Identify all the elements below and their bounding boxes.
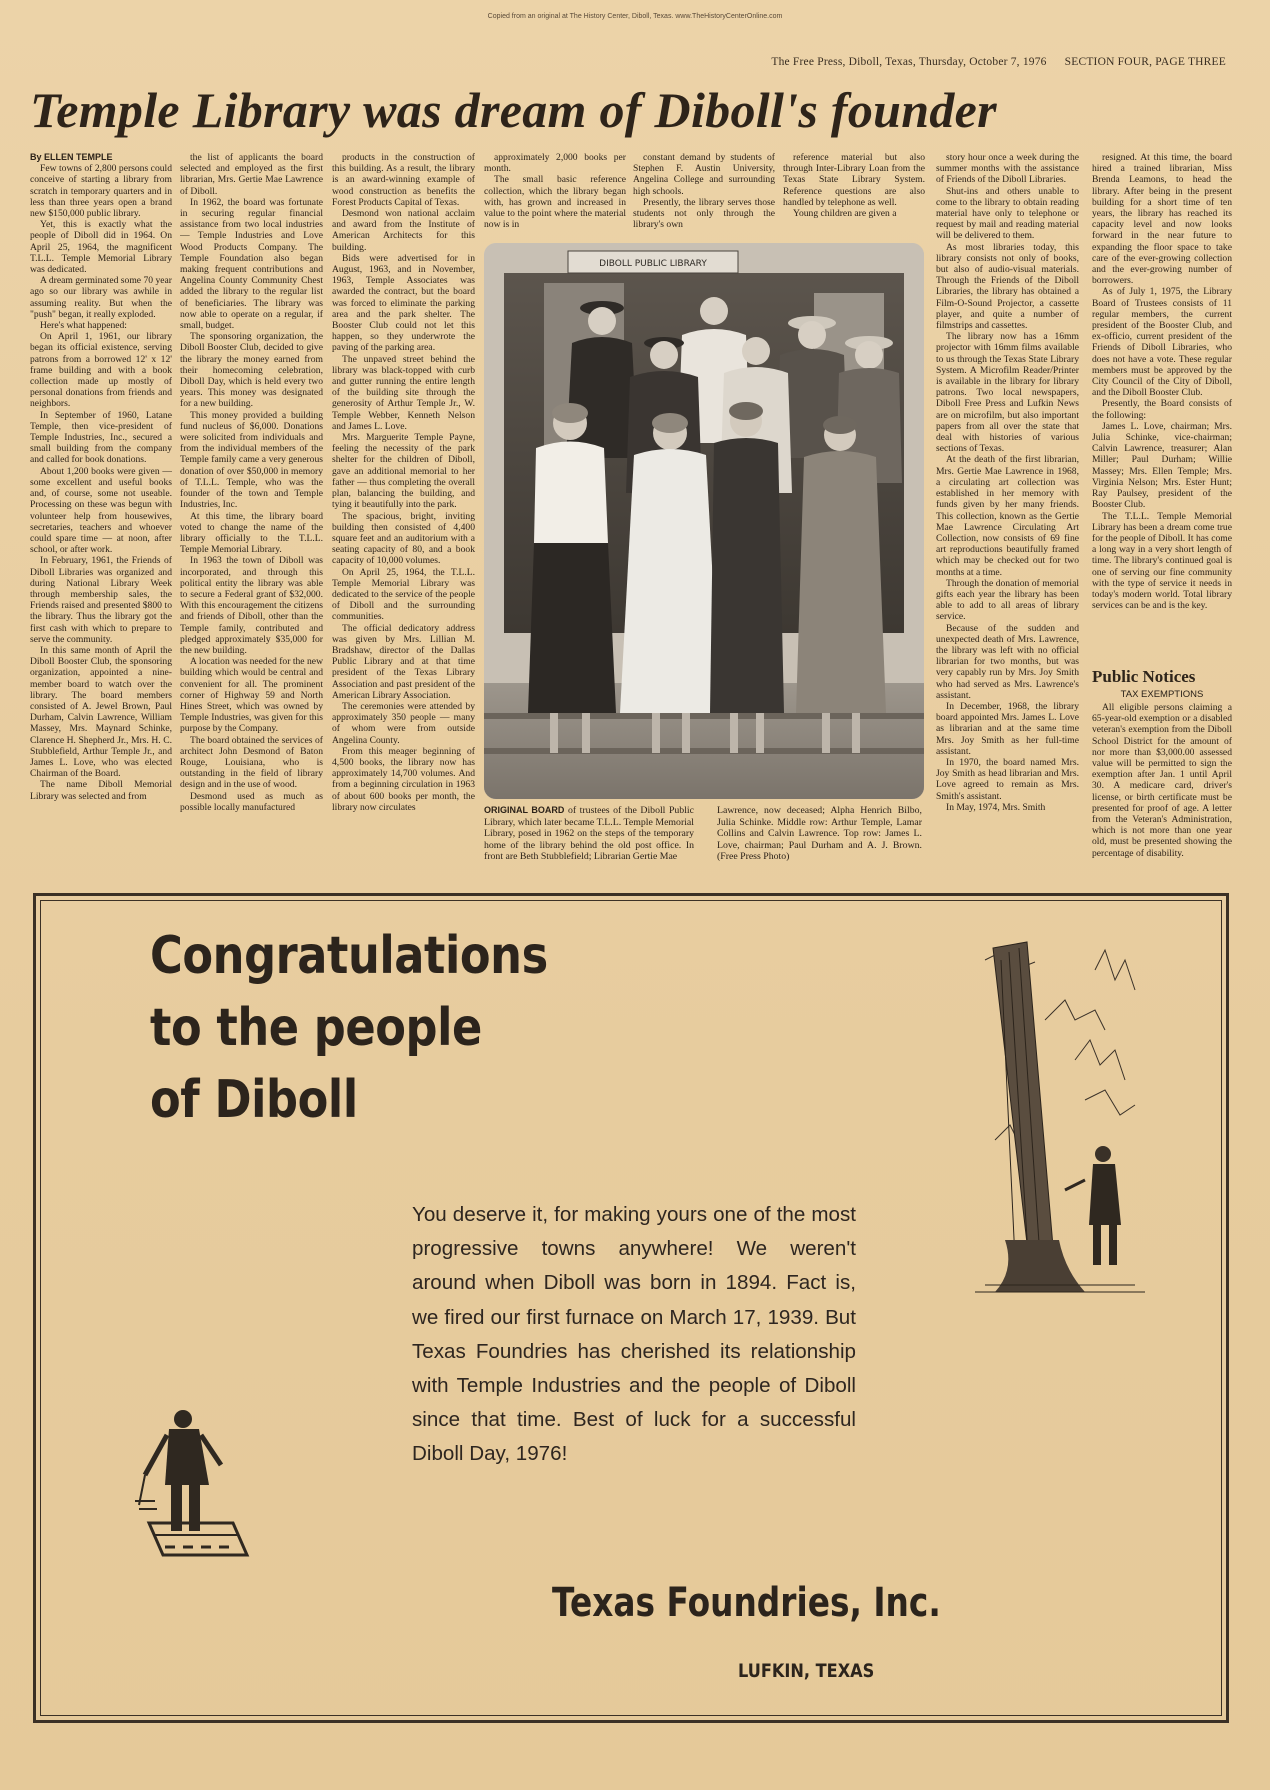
article-paragraph: Young children are given a bbox=[793, 208, 897, 220]
page-folio bbox=[771, 56, 1226, 68]
article-paragraph: This money provided a building fund nucleus of $6,000. Donations were solicited from individuals and from the individual members of the Temple family came a very generous donation of over $50,000 in memory of T.L.L. Temple, who was the founder of the town and Temple Industries, Inc. bbox=[180, 409, 323, 511]
article-paragraph: the list of applicants the board selected and employed as the first librarian, Mrs. Gertie Mae Lawrence of Diboll. bbox=[180, 152, 323, 197]
article-column-1 bbox=[30, 152, 172, 898]
article-column-3 bbox=[332, 152, 475, 898]
ad-headline-line-3: of Diboll bbox=[150, 1070, 358, 1130]
ad-company-name: Texas Foundries, Inc. bbox=[552, 1580, 941, 1626]
article-paragraph: Shut-ins and others unable to come to the library to obtain reading material have only to telephone or request by mail and reading material will be delivered to them. bbox=[936, 185, 1079, 242]
article-paragraph: A dream germinated some 70 year ago so our library was awhile in assuming reality. But when the "push" began, it really exploded. bbox=[30, 275, 172, 320]
article-paragraph: About 1,200 books were given — some excellent and useful books and, of course, some not useable. Processing on these was begun with volunteer help from housewives, secretaries, teachers and whoever could spare time — at noon, after school, or after work. bbox=[30, 465, 172, 556]
article-paragraph: In December, 1968, the library board appointed Mrs. James L. Love as librarian and at the same time Mrs. Joy Smith as her full-time assistant. bbox=[936, 700, 1079, 757]
photo-caption-left bbox=[484, 805, 694, 863]
article-paragraph: In 1963 the town of Diboll was incorporated, and through this political entity the library was able to secure a Federal grant of $32,000. With this encouragement the citizens and friends of Diboll, other than the Temple family, contributed and pledged approximately $35,000 for the new building. bbox=[180, 555, 323, 656]
article-column-4 bbox=[484, 152, 626, 240]
article-paragraph: At this time, the library board voted to change the name of the library officially to the T.L.L. Temple Memorial Library. bbox=[180, 510, 323, 556]
ad-headline bbox=[150, 920, 597, 1136]
ad-headline-line-1: Congratulations bbox=[150, 926, 548, 986]
article-paragraph: Because of the sudden and unexpected death of Mrs. Lawrence, the library was left with no official librarian for two months, but was very capably run by Mrs. Joy Smith who had served as Mrs. Lawrence's assistant. bbox=[936, 622, 1079, 701]
article-paragraph: In September of 1960, Latane Temple, then vice-president of Temple Industries, Inc., secured a small building from the company and called for book donations. bbox=[30, 409, 172, 466]
article-column-7 bbox=[936, 152, 1079, 898]
article-paragraph: The sponsoring organization, the Diboll Booster Club, decided to give the library the money earned from their homecoming celebration, Diboll Day, which is held every two years. This money was designated for a new building. bbox=[180, 331, 323, 410]
article-paragraph: Presently, the library serves those students not only through the library's own bbox=[633, 196, 775, 231]
tax-exemptions-text: All eligible persons claiming a 65-year-old exemption or a disabled veteran's exemption from the Diboll School District for the amount of nor more than $3,000.00 assessed value will be permitted to sign the exemption after Jan. 1 until April 30. A medicare card, driver's license, or birth certificate must be presented for proof of age. A letter from the Veteran's Administration, which is not more than one year old, must be presented showing the percentage of disability. bbox=[1092, 702, 1232, 859]
copyright-note: Copied from an original at The History Center, Diboll, Texas. www.TheHistoryCenterOnline.com bbox=[487, 13, 783, 20]
article-paragraph: At the death of the first librarian, Mrs. Gertie Mae Lawrence in 1968, a circulating art collection was established in her memory with funds given by her many friends. This collection, known as the Gertie Mae Lawrence Circulating Art Collection, now consists of 69 fine art reproductions beautifully framed which may be checked out for two months at a time. bbox=[936, 454, 1079, 578]
article-paragraph: In May, 1974, Mrs. Smith bbox=[946, 801, 1046, 813]
folio-section: SECTION FOUR, PAGE THREE bbox=[1064, 56, 1226, 68]
article-paragraph: On April 25, 1964, the T.L.L. Temple Memorial Library was dedicated to the service of the people of Diboll and the surrounding communities. bbox=[332, 566, 475, 623]
article-paragraph: resigned. At this time, the board hired a trained librarian, Miss Brenda Leamons, to head the library. After being in the present building for a short time of ten years, the library has reached its capacity level and now looks forward in the near future to expanding the floor space to take care of the ever-growing collection and the ever-growing number of borrowers. bbox=[1092, 152, 1232, 287]
article-paragraph: In 1970, the board named Mrs. Joy Smith as head librarian and Mrs. Love agreed to remain as Mrs. Smith's assistant. bbox=[936, 756, 1079, 802]
tax-exemptions-notice bbox=[1092, 702, 1232, 892]
article-paragraph: Mrs. Marguerite Temple Payne, feeling the necessity of the park shelter for the children of Diboll, gave an additional memorial to her father — thus completing the overall plan, balancing the building, and tying it beautifully into the park. bbox=[332, 432, 475, 511]
ad-company-city: LUFKIN, TEXAS bbox=[738, 1660, 875, 1682]
article-paragraph: The unpaved street behind the library was black-topped with curb and gutter running the entire length of the building site through the generosity of Arthur Temple Jr., W. Temple Webber, Kenneth Nelson and James L. Love. bbox=[332, 353, 475, 432]
article-column-6 bbox=[783, 152, 925, 240]
article-paragraph: In 1962, the board was fortunate in securing regular financial assistance from two local industries — Temple Industries and Love Wood Products Company. The Temple Foundation also began making frequent contributions and Angelina County Community Chest added the library to the regular list of beneficiaries. The library was now able to operate on a regular, if small, budget. bbox=[180, 196, 323, 332]
article-paragraph: Few towns of 2,800 persons could conceive of starting a library from scratch in temporary quarters and in less than three years open a brand new $150,000 public library. bbox=[30, 163, 172, 220]
caption-text-2: Lawrence, now deceased; Alpha Henrich Bilbo, Julia Schinke. Middle row: Arthur Temple, Lamar Collins and Calvin Lawrence. Top row: James L. Love, chairman; Paul Durham and A. J. Brown. (Free Press Photo) bbox=[717, 805, 922, 863]
article-paragraph: In this same month of April the Diboll Booster Club, the sponsoring organization, appointed a nine-member board to watch over the library. The board members consisted of A. Jewel Brown, Paul Durham, Calvin Lawrence, William Massey, Mrs. Maynard Schinke, Clarence H. Shepherd Jr., Mrs. H. C. Stubblefield, Arthur Temple Jr., and James L. Love, who was elected Chairman of the Board. bbox=[30, 644, 172, 780]
caption-text-1: of trustees of the Diboll Public Library, which later became T.L.L. Temple Memorial Library, posed in 1962 on the steps of the temporary home of the library behind the old post office. In front are Beth Stubblefield; Librarian Gertie Mae bbox=[484, 805, 694, 863]
article-paragraph: The board obtained the services of architect John Desmond of Baton Rouge, Louisiana, who is outstanding in the field of library design and in the use of wood. bbox=[180, 734, 323, 791]
article-column-8 bbox=[1092, 152, 1232, 660]
article-paragraph: The ceremonies were attended by approximately 350 people — many of whom were from outside Angelina County. bbox=[332, 700, 475, 746]
ad-body-text: You deserve it, for making yours one of the most progressive towns anywhere! We weren't around when Diboll was born in 1894. Fact is, we fired our first furnace on March 17, 1939. But Texas Foundries has cherished its relationship with Temple Industries and the people of Diboll since that time. Best of luck for a successful Diboll Day, 1976! bbox=[412, 1203, 856, 1466]
article-paragraph: The name Diboll Memorial Library was selected and from bbox=[30, 779, 172, 802]
article-paragraph: story hour once a week during the summer months with the assistance of Friends of the Diboll Libraries. bbox=[936, 152, 1079, 186]
tax-exemptions-heading: TAX EXEMPTIONS bbox=[1120, 689, 1204, 700]
board-photo-image bbox=[484, 243, 924, 799]
article-paragraph: As of July 1, 1975, the Library Board of Trustees consists of 11 regular members, the current president of the Booster Club, and ex-officio, current president of the Friends of Diboll Libraries, who does not have a vote. These regular members must be approved by the City Council of the City of Diboll, and the Diboll Booster Club. bbox=[1092, 286, 1232, 399]
article-paragraph: constant demand by students of Stephen F. Austin University, Angelina College and surrounding high schools. bbox=[633, 152, 775, 197]
caption-lead: ORIGINAL BOARD bbox=[484, 805, 565, 815]
photo-caption-right bbox=[717, 805, 922, 863]
article-paragraph: The small basic reference collection, which the library began with, has grown and increased in value to the point where the material now is in bbox=[484, 174, 626, 231]
article-byline: By ELLEN TEMPLE bbox=[30, 152, 113, 162]
folio-paper: The Free Press, Diboll, Texas, Thursday, October 7, 1976 bbox=[771, 56, 1047, 68]
article-paragraph: A location was needed for the new building which would be central and convenient for all. The prominent corner of Highway 59 and North Hines Street, which was owned by Temple Industries, was given for this purpose by the Company. bbox=[180, 656, 323, 735]
article-paragraph: From this meager beginning of 4,500 books, the library now has approximately 14,700 volumes. And from a beginning circulation in 1963 of about 600 books per month, the library now circulates bbox=[332, 745, 475, 813]
public-notices-title: Public Notices bbox=[1092, 667, 1196, 686]
article-paragraph: As most libraries today, this library consists not only of books, but also of audio-visual materials. Through the Friends of the Diboll Libraries, the library has obtained a Film-O-Sound Projector, a cassette player, and quite a number of filmstrips and cassettes. bbox=[936, 241, 1079, 332]
article-paragraph: On April 1, 1961, our library began its official existence, serving patrons from a borrowed 12' x 12' frame building and with a book collection made up mostly of personal donations from friends and neighbors. bbox=[30, 331, 172, 410]
article-paragraph: James L. Love, chairman; Mrs. Julia Schinke, vice-chairman; Calvin Lawrence, treasurer; Alan Miller; Paul Durham; Willie Massey; Mrs. Ellen Temple; Mrs. Virginia Nelson; Mrs. Ester Hunt; Ray Paulsey, president of the Booster Club. bbox=[1092, 420, 1232, 511]
article-paragraph: The library now has a 16mm projector with 16mm films available to us through the Texas State Library System. A Microfilm Reader/Printer is available in the library for library patrons. Two local newspapers, Diboll Free Press and Lufkin News are on microfilm, but also important papers from all over the state that deal with histories of various sections of Texas. bbox=[936, 331, 1079, 455]
article-paragraph: The spacious, bright, inviting building then consisted of 4,400 square feet and an auditorium with a seating capacity of 80, and a book capacity of 10,000 volumes. bbox=[332, 510, 475, 567]
article-paragraph: In February, 1961, the Friends of Diboll Libraries was organized and during National Library Week through membership sales, the Friends raised and presented $800 to the library. Thus the library got the first cash with which to prepare to serve the community. bbox=[30, 555, 172, 645]
article-paragraph: The official dedicatory address was given by Mrs. Lillian M. Bradshaw, director of the Dallas Public Library and at that time president of the Texas Library Association and past president of the American Library Association. bbox=[332, 622, 475, 701]
article-paragraph: Desmond used as much as possible locally manufactured bbox=[180, 790, 323, 813]
article-paragraph: products in the construction of this building. As a result, the library is an award-winning example of wood construction as benefits the Forest Products Capital of Texas. bbox=[332, 152, 475, 208]
board-photo bbox=[484, 243, 924, 799]
article-paragraph: Bids were advertised for in August, 1963, and in November, 1963, Temple Associates was awarded the contract, but the board was forced to eliminate the parking area and the park shelter. The Booster Club could not let this happen, so they underwrote the paving of the parking area. bbox=[332, 252, 475, 354]
article-paragraph: Through the donation of memorial gifts each year the library has been able to add to all areas of library service. bbox=[936, 577, 1079, 623]
article-paragraph: Presently, the Board consists of the following: bbox=[1092, 398, 1232, 421]
article-paragraph: approximately 2,000 books per month. bbox=[484, 152, 626, 175]
article-paragraph: reference material but also through Inter-Library Loan from the Texas State Library System. Reference questions are also handled by telephone as well. bbox=[783, 152, 925, 208]
library-sign-text: DIBOLL PUBLIC LIBRARY bbox=[599, 259, 707, 269]
article-column-2 bbox=[180, 152, 323, 898]
article-headline: Temple Library was dream of Diboll's founder bbox=[30, 82, 997, 138]
article-paragraph: Yet, this is exactly what the people of Diboll did in 1964. On April 25, 1964, the magnificent T.L.L. Temple Memorial Library was dedicated. bbox=[30, 219, 172, 276]
foundry-worker-illustration bbox=[135, 1405, 255, 1565]
article-paragraph: Desmond won national acclaim and award from the Institute of American Architects for this building. bbox=[332, 208, 475, 253]
tree-logger-illustration bbox=[975, 940, 1145, 1295]
article-paragraph: The T.L.L. Temple Memorial Library has been a dream come true for the people of Diboll. It has come a long way in a very short length of time. The library's continued goal is one of serving our fine community with the type of service it needs in today's modern world. Total library services can be and is the key. bbox=[1092, 510, 1232, 612]
ad-headline-line-2: to the people bbox=[150, 998, 482, 1058]
article-paragraph: Here's what happened: bbox=[40, 320, 127, 332]
article-column-5 bbox=[633, 152, 775, 240]
